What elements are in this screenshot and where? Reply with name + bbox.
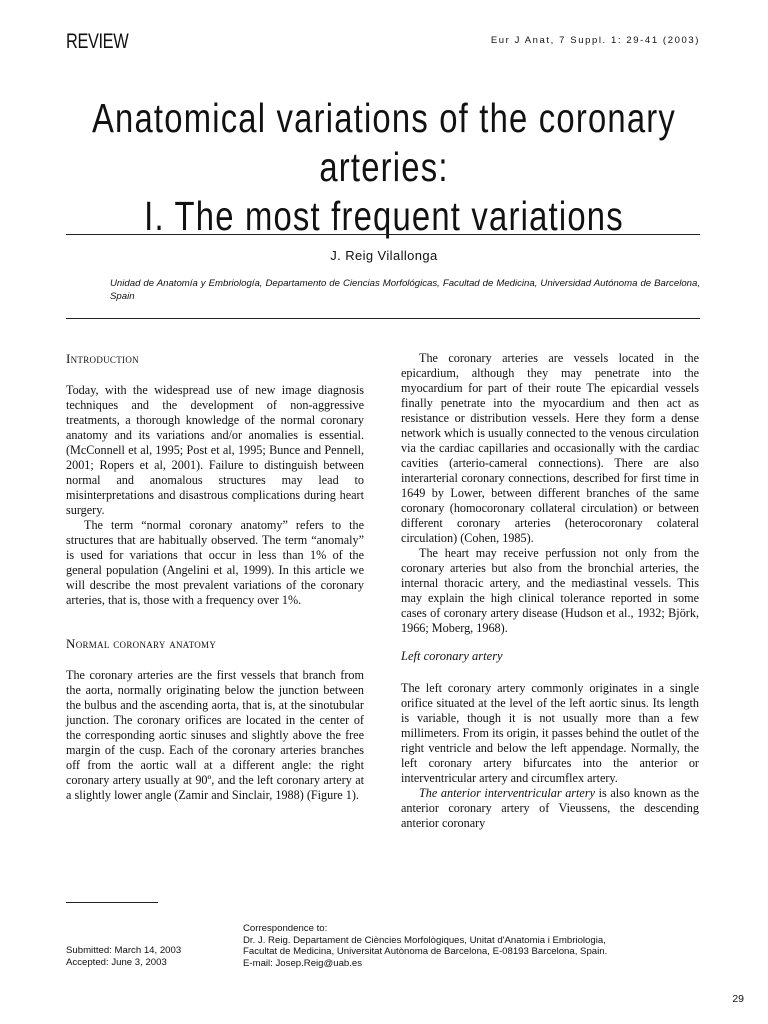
introduction-paragraph-2: The term “normal coronary anatomy” refers to the structures that are habitually observed. The term “anomaly” is used for variations that occur in less than 1% of the general population (Angelini et al, 1999). In this article we will describe the most prevalent variations of the coronary arteries, that is, those with a frequency over 1%.	[66, 518, 364, 607]
normal-anatomy-heading: Normal coronary anatomy	[66, 636, 217, 651]
correspondence-block	[243, 923, 607, 969]
right-column	[401, 351, 699, 831]
correspondence-address-1: Dr. J. Reig. Departament de Ciències Morfològiques, Unitat d'Anatomia i Embriologia,	[243, 934, 606, 946]
left-coronary-paragraph-1: The left coronary artery commonly originates in a single orifice situated at the level of the left aortic sinus. Its length is variable, though it is not usually more than a few millimeters. From its origin, it passes behind the outlet of the right ventricle and below the left appendage. Normally, the left coronary artery bifurcates into the anterior or interventricular artery and circumflex artery.	[401, 681, 699, 785]
left-coronary-paragraph-2	[401, 786, 699, 831]
correspondence-email: E-mail: Josep.Reig@uab.es	[243, 957, 363, 969]
journal-citation: Eur J Anat, 7 Suppl. 1: 29-41 (2003)	[490, 35, 700, 46]
footnote-divider	[66, 902, 158, 903]
submission-dates	[66, 945, 181, 968]
accepted-date: Accepted: June 3, 2003	[66, 956, 167, 968]
title-line-1: Anatomical variations of the coronary arteries:	[91, 95, 677, 190]
normal-anatomy-paragraph-1: The coronary arteries are the first vessels that branch from the aorta, normally originating below the junction between the bulbus and the ascending aorta, that is, at the sinotubular junction. The coronary orifices are located in the center of the corresponding aortic sinuses and slightly above the free margin of the cusp. Each of the coronary arteries branches off from the aortic wall at a different angle: the right coronary artery usually at 90º, and the left coronary artery at a slightly lower angle (Zamir and Sinclair, 1988) (Figure 1).	[66, 668, 364, 802]
left-column	[66, 351, 364, 803]
left-coronary-artery-heading: Left coronary artery	[401, 649, 503, 663]
introduction-heading: Introduction	[66, 351, 139, 366]
introduction-paragraph-1: Today, with the widespread use of new image diagnosis techniques and the development of non-aggressive treatments, a thorough knowledge of the normal coronary anatomy and its variations and/or anomalies is essential. (McConnell et al, 1995; Post et al, 1995; Bunce and Pennell, 2001; Ropers et al, 2001). Failure to distinguish between normal and anomalous structures may lead to misinterpretations and disastrous complications during heart surgery.	[66, 383, 364, 517]
correspondence-label: Correspondence to:	[243, 923, 328, 934]
epicardium-paragraph: The coronary arteries are vessels located in the epicardium, although they may penetrate into the myocardium for part of their route The epicardial vessels finally penetrate into the myocardium and then act as resistance or distribution vessels. Here they form a dense network which is usually connected to the venous circulation via the cardiac capillaries and occasionally with the cardiac cavities (arterio-cameral connections). There are also interarterial coronary connections, described for first time in 1649 by Lower, between different branches of the same coronary (homocoronary collateral circulation) or between different coronary arteries (heterocoronary colateral circulation) (Cohen, 1985).	[401, 351, 699, 545]
author-name: J. Reig Vilallonga	[330, 248, 438, 263]
interventricular-term: The anterior interventricular artery	[419, 786, 595, 800]
bottom-divider	[66, 318, 700, 319]
interventricular-text: is also known as the anterior coronary artery of Vieussens, the descending anterior coronary	[401, 786, 699, 830]
article-title	[0, 94, 768, 241]
page-number: 29	[732, 993, 744, 1005]
correspondence-address-2: Facultat de Medicina, Universitat Autònoma de Barcelona, E-08193 Barcelona, Spain.	[243, 946, 608, 957]
top-divider	[66, 234, 700, 235]
perfusion-paragraph: The heart may receive perfussion not only from the coronary arteries but also from the bronchial arteries, the internal thoracic artery, and the mediastinal vessels. This may explain the high clinical tolerance reported in some cases of coronary artery disease (Hudson et al., 1932; Björk, 1966; Moberg, 1968).	[401, 546, 699, 635]
title-line-2: I. The most frequent variations	[144, 193, 624, 239]
author-affiliation: Unidad de Anatomía y Embriología, Departamento de Ciencias Morfológicas, Facultad de Medicina, Universidad Autónoma de Barcelona, Spain	[110, 278, 700, 302]
submitted-date: Submitted: March 14, 2003	[66, 945, 182, 956]
section-label: REVIEW	[66, 30, 129, 53]
